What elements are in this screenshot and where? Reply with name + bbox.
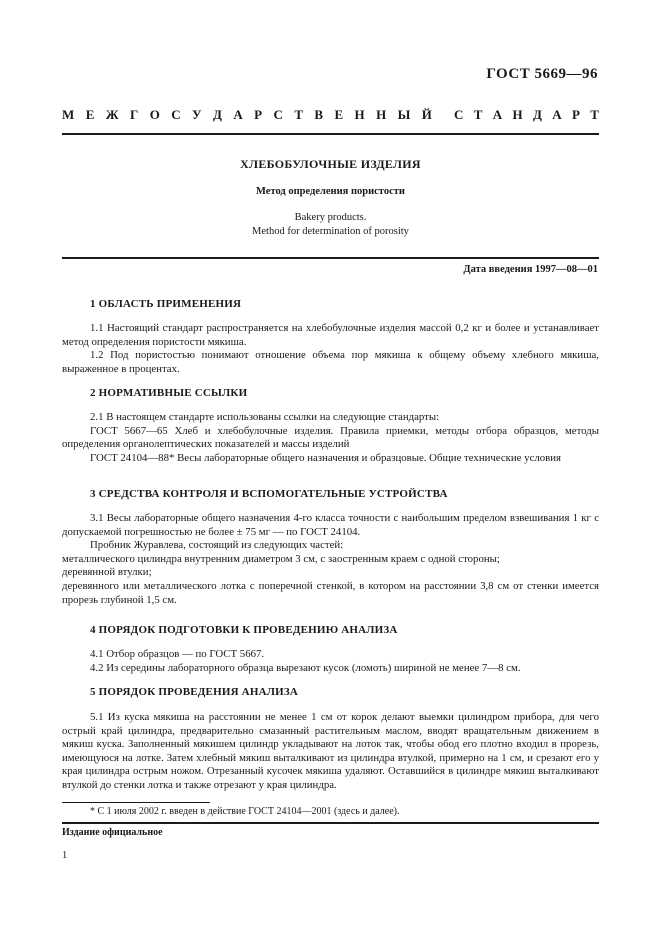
probe-part-sleeve: деревянной втулки; xyxy=(62,566,152,579)
english-title xyxy=(0,211,661,239)
standard-word xyxy=(454,107,599,123)
paragraph-4-2: 4.2 Из середины лабораторного образца вырезают кусок (ломоть) шириной не менее 7—8 см. xyxy=(90,661,521,674)
banner-letter: О xyxy=(149,107,160,122)
paragraph-1-1: 1.1 Настоящий стандарт распространяется на хлебобулочные изделия массой 0,2 кг и более и устанавливает метод определения пористости мякиша. xyxy=(62,322,599,348)
banner-letter: Н xyxy=(376,107,387,122)
page-number: 1 xyxy=(62,850,68,861)
paragraph-5-1: 5.1 Из куска мякиша на расстоянии не менее 1 см от корок делают выемки цилиндром прибора, для чего острый край цилиндра, предварительно смазанный растительным маслом, вводят вращательным движением в мякиш куска. Заполненный мякишем цилиндр укладывают на лоток так, чтобы обод его плотно входил в прорезь, имеющуюся на лотке. Затем хлебный мякиш выталкивают из цилиндра втулкой, примерно на 1 см, и срезают его у края цилиндра острым ножом. Отрезанный кусочек мякиша удаляют. Оставшийся в цилиндре мякиш выталкивают втулкой до стенки лотка и также отрезают у края цилиндра. xyxy=(62,711,599,791)
interstate-word xyxy=(62,107,432,123)
banner-letter: Т xyxy=(294,107,303,122)
banner-letter: Н xyxy=(354,107,365,122)
banner-letter: Р xyxy=(254,107,263,122)
section-5-body xyxy=(62,711,599,793)
banner-letter: Ж xyxy=(105,107,119,122)
document-title: ХЛЕБОБУЛОЧНЫЕ ИЗДЕЛИЯ xyxy=(240,157,421,171)
section-3-body xyxy=(62,512,599,607)
section-4-body xyxy=(62,648,599,675)
banner-letter: Р xyxy=(571,107,580,122)
footer-rule xyxy=(62,822,599,824)
banner-letter: Й xyxy=(421,107,432,122)
english-title-line2: Method for determination of porosity xyxy=(252,226,409,237)
banner-letter: Т xyxy=(590,107,599,122)
banner-letter: Е xyxy=(85,107,95,122)
banner-letter: С xyxy=(454,107,464,122)
introduction-date: Дата введения 1997—08—01 xyxy=(463,264,598,275)
section-5-heading: 5 ПОРЯДОК ПРОВЕДЕНИЯ АНАЛИЗА xyxy=(90,686,299,698)
banner-letter: А xyxy=(492,107,503,122)
section-4-heading: 4 ПОРЯДОК ПОДГОТОВКИ К ПРОВЕДЕНИЮ АНАЛИЗА xyxy=(90,624,398,636)
probe-part-tray: деревянного или металлического лотка с поперечной стенкой, в котором на расстоянии 3,8 см от стенки имеется прорезь глубиной 1,5 см. xyxy=(62,579,599,606)
banner-letter: Е xyxy=(334,107,344,122)
section-2-body xyxy=(62,411,599,465)
section-2-heading: 2 НОРМАТИВНЫЕ ССЫЛКИ xyxy=(90,387,248,399)
document-subtitle: Метод определения пористости xyxy=(256,186,405,197)
banner-letter: Ы xyxy=(397,107,411,122)
paragraph-2-1: 2.1 В настоящем стандарте использованы ссылки на следующие стандарты: xyxy=(90,411,440,423)
banner-letter: С xyxy=(273,107,283,122)
banner-letter: А xyxy=(552,107,562,122)
banner-letter: С xyxy=(171,107,181,122)
paragraph-3-1: 3.1 Весы лабораторные общего назначения 4-го класса точности с наибольшим пределом взвешивания 1 кг с допускаемой погрешностью не более ± 75 мг — по ГОСТ 24104. xyxy=(62,512,599,538)
banner-letter: У xyxy=(192,107,202,122)
banner-letter: Д xyxy=(213,107,222,122)
paragraph-3-probe: Пробник Журавлева, состоящий из следующих частей: xyxy=(90,539,344,552)
paragraph-1-2: 1.2 Под пористостью понимают отношение объема пор мякиша к общему объему хлебного мякиша, выраженное в процентах. xyxy=(62,349,599,375)
banner-letter: Т xyxy=(473,107,483,122)
section-1-heading: 1 ОБЛАСТЬ ПРИМЕНЕНИЯ xyxy=(90,298,242,310)
gost-number: ГОСТ 5669—96 xyxy=(486,66,598,82)
probe-part-cylinder: металлического цилиндра внутренним диаметром 3 см, с заостренным краем с одной стороны; xyxy=(62,552,500,565)
paragraph-4-1: 4.1 Отбор образцов — по ГОСТ 5667. xyxy=(90,648,265,660)
interstate-standard-banner xyxy=(62,107,599,123)
official-edition: Издание официальное xyxy=(62,827,163,838)
banner-letter: М xyxy=(62,107,75,122)
title-rule xyxy=(62,257,599,259)
footnote-rule xyxy=(62,802,210,803)
banner-letter: Г xyxy=(130,107,139,122)
banner-letter: Д xyxy=(532,107,542,122)
banner-letter: А xyxy=(233,107,243,122)
header-rule xyxy=(62,133,599,135)
reference-gost-5667: ГОСТ 5667—65 Хлеб и хлебобулочные изделия. Правила приемки, методы отбора образцов, методы определения органолептических показателей и массы изделий xyxy=(62,424,599,451)
reference-gost-24104: ГОСТ 24104—88* Весы лабораторные общего назначения и образцовые. Общие технические условия xyxy=(90,451,561,464)
section-3-heading: 3 СРЕДСТВА КОНТРОЛЯ И ВСПОМОГАТЕЛЬНЫЕ УСТРОЙСТВА xyxy=(90,488,448,500)
english-title-line1: Bakery products. xyxy=(294,212,367,223)
banner-letter: Н xyxy=(512,107,523,122)
footnote: * С 1 июля 2002 г. введен в действие ГОСТ 24104—2001 (здесь и далее). xyxy=(90,806,400,817)
section-1-body xyxy=(62,322,599,376)
banner-letter: В xyxy=(314,107,324,122)
